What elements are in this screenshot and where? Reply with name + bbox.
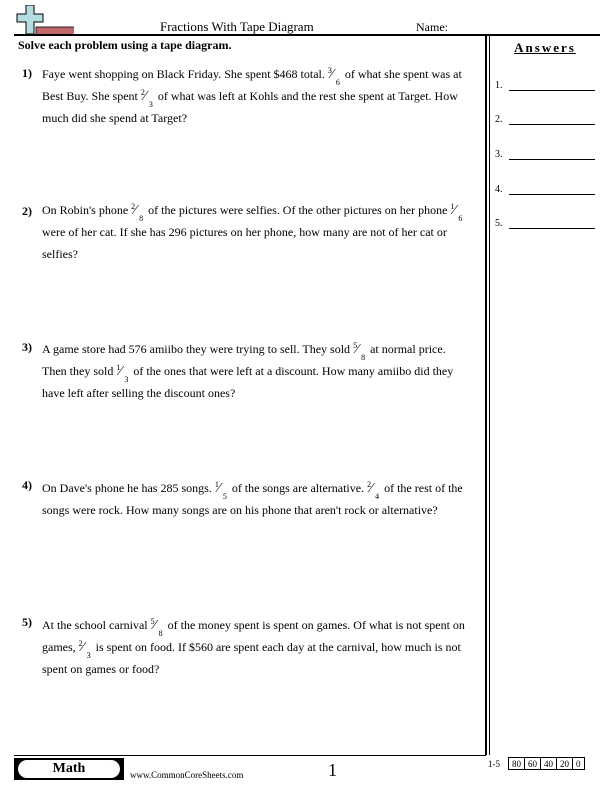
page-number: 1 [328,760,337,780]
fraction-numerator: 5 [150,617,155,626]
question-text-segment: of the rest of the songs were rock. How many songs are on his phone that aren't rock or alternative? [42,481,463,517]
fraction [327,66,342,87]
question-number: 4) [22,478,32,492]
fraction [150,617,165,638]
fraction [367,480,381,501]
question-text-segment: A game store had 576 amiibo they were trying to sell. They sold [42,342,354,356]
answer-row [495,80,595,94]
score-table [508,757,585,770]
score-cell: 80 [509,758,525,770]
question-text-segment: On Robin's phone [42,203,132,217]
answer-row [495,218,595,232]
fraction-slash: ⁄ [330,67,334,82]
question-text-segment: of the ones that were left at a discount. How many amiibo did they have left after selling the discount ones? [42,364,454,400]
question-text-segment: is spent on food. If $560 are spent each day at the carnival, how much is not spent on games or food? [42,640,461,676]
footer-divider [14,755,486,756]
fraction-slash: ⁄ [217,481,221,496]
fraction-numerator: 1 [450,202,455,211]
fraction [140,88,155,109]
answer-blank[interactable] [509,90,595,91]
question-text-segment: of what was left at Kohls and the rest she spent at Target. How much did she spend at Target? [42,89,458,125]
fraction-slash: ⁄ [370,481,373,496]
question-text-segment: at normal price. Then they sold [42,342,446,378]
answer-blank[interactable] [509,228,595,229]
fraction-denominator: 8 [158,629,163,638]
answer-number: 4. [495,184,503,195]
answer-number: 5. [495,218,503,229]
fraction-numerator: 3 [327,66,332,75]
question-text [42,477,472,521]
question-text-segment: of the songs are alternative. [228,481,368,495]
fraction-denominator: 3 [124,375,129,384]
question-number: 1) [22,66,32,80]
question-text-segment: of what she spent was at Best Buy. She spent [42,67,462,103]
fraction-numerator: 1 [214,480,219,489]
fraction-numerator: 2 [367,480,372,489]
column-divider-inner [489,35,490,755]
header-divider [14,34,600,36]
fraction-denominator: 6 [335,78,340,87]
fraction-slash: ⁄ [143,89,147,104]
answer-blank[interactable] [509,194,595,195]
fraction-slash: ⁄ [119,364,122,379]
question-text [42,614,472,680]
instructions: Solve each problem using a tape diagram. [18,38,232,52]
question-text-segment: were of her cat. If she has 296 pictures on her phone, how many are not of her cat or selfies? [42,225,447,261]
fraction-numerator: 2 [140,88,145,97]
fraction [78,639,93,660]
answer-row [495,114,595,128]
question-text-segment: At the school carnival [42,618,151,632]
answers-title: Answers [514,40,576,55]
score-cell: 40 [541,758,557,770]
fraction-slash: ⁄ [453,203,456,218]
fraction-numerator: 2 [131,202,136,211]
answer-number: 3. [495,149,503,160]
fraction-slash: ⁄ [356,342,359,357]
question-number: 5) [22,615,32,629]
answer-number: 2. [495,114,503,125]
fraction-numerator: 1 [116,363,121,372]
fraction [450,202,464,223]
question-text-segment: Faye went shopping on Black Friday. She spent $468 total. [42,67,328,81]
fraction-denominator: 6 [458,214,463,223]
score-cell: 20 [557,758,573,770]
answer-row [495,149,595,163]
fraction-denominator: 8 [361,353,366,362]
fraction-slash: ⁄ [153,618,156,633]
answer-blank[interactable] [509,159,595,160]
name-label: Name: [416,20,448,34]
fraction-slash: ⁄ [134,203,137,218]
fraction-numerator: 5 [353,341,358,350]
score-cell: 60 [525,758,541,770]
website-link[interactable]: www.CommonCoreSheets.com [130,770,244,780]
answer-number: 1. [495,80,503,91]
fraction-numerator: 2 [78,639,83,648]
worksheet-title: Fractions With Tape Diagram [160,19,314,34]
score-cell: 0 [573,758,585,770]
question-text [42,338,472,404]
question-text-segment: On Dave's phone he has 285 songs. [42,481,215,495]
fraction-denominator: 5 [222,492,227,501]
fraction-slash: ⁄ [81,640,84,655]
answer-row [495,184,595,198]
fraction [353,341,367,362]
plus-sign-logo-icon [14,5,74,35]
fraction [116,363,130,384]
fraction-denominator: 3 [86,651,91,660]
question-number: 2) [22,204,32,218]
column-divider [485,35,487,755]
fraction [131,202,145,223]
question-text-segment: of the pictures were selfies. Of the other pictures on her phone [145,203,451,217]
question-text [42,63,472,129]
fraction [214,480,229,501]
question-text [42,199,472,265]
fraction-denominator: 8 [139,214,144,223]
subject-badge: Math [18,760,120,778]
question-text-segment: of the money spent is spent on games. Of what is not spent on games, [42,618,465,654]
fraction-denominator: 4 [375,492,380,501]
score-range-label: 1-5 [488,759,500,769]
answer-blank[interactable] [509,124,595,125]
question-number: 3) [22,340,32,354]
fraction-denominator: 3 [148,100,153,109]
